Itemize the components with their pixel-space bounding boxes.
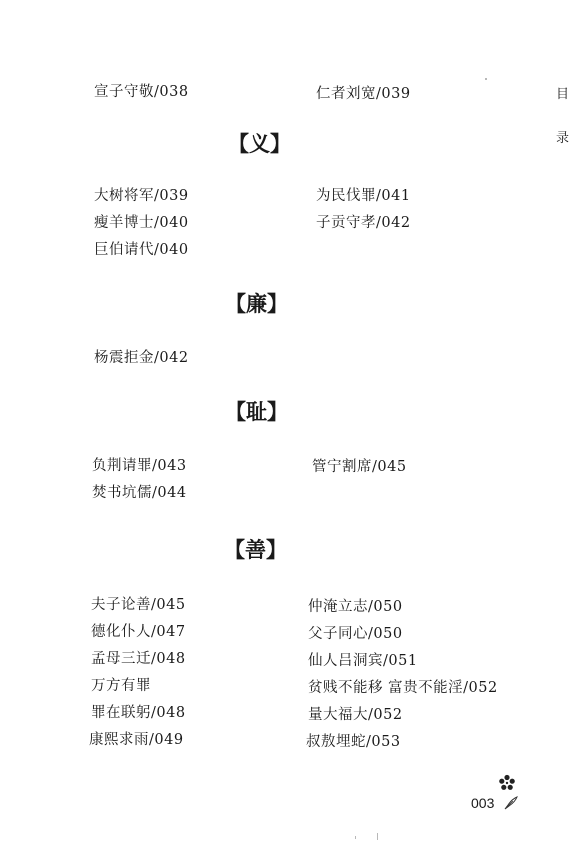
- page-number: 003: [471, 795, 495, 811]
- toc-entry: 瘦羊博士/040: [94, 215, 189, 231]
- toc-entry: 仁者刘宽/039: [316, 86, 411, 102]
- toc-entry: 万方有罪: [91, 678, 151, 694]
- toc-entry: 父子同心/050: [308, 626, 403, 642]
- section-heading-chi: 【耻】: [225, 399, 288, 424]
- toc-entry: 量大福大/052: [308, 707, 403, 723]
- scan-speck: [485, 78, 487, 80]
- toc-entry: 贫贱不能移 富贵不能淫/052: [308, 680, 498, 696]
- toc-entry: 负荆请罪/043: [92, 458, 187, 474]
- section-heading-shan: 【善】: [224, 537, 287, 562]
- toc-entry: 夫子论善/045: [91, 597, 186, 613]
- toc-entry: 德化仆人/047: [91, 624, 186, 640]
- quill-pen-icon: [504, 795, 518, 814]
- toc-entry: 叔敖埋蛇/053: [306, 734, 401, 750]
- side-label-lu: 录: [556, 131, 570, 146]
- scan-speck: [377, 833, 378, 840]
- toc-entry: 康熙求雨/049: [89, 732, 184, 748]
- toc-entry: 为民伐罪/041: [316, 188, 411, 204]
- section-heading-yi: 【义】: [228, 131, 291, 156]
- toc-entry: 子贡守孝/042: [316, 215, 411, 231]
- toc-entry: 焚书坑儒/044: [92, 485, 187, 501]
- toc-entry: 宣子守敬/038: [94, 84, 189, 100]
- toc-entry: 杨震拒金/042: [94, 350, 189, 366]
- toc-entry: 孟母三迁/048: [91, 651, 186, 667]
- section-heading-lian: 【廉】: [225, 291, 288, 316]
- flower-ornament-icon: [498, 774, 516, 796]
- side-label-mu: 目: [556, 87, 570, 102]
- toc-entry: 仲淹立志/050: [308, 599, 403, 615]
- toc-entry: 罪在联躬/048: [91, 705, 186, 721]
- toc-entry: 仙人吕洞宾/051: [308, 653, 418, 669]
- toc-entry: 巨伯请代/040: [94, 242, 189, 258]
- scan-speck: [355, 836, 356, 839]
- toc-entry: 管宁割席/045: [312, 459, 407, 475]
- toc-entry: 大树将军/039: [94, 188, 189, 204]
